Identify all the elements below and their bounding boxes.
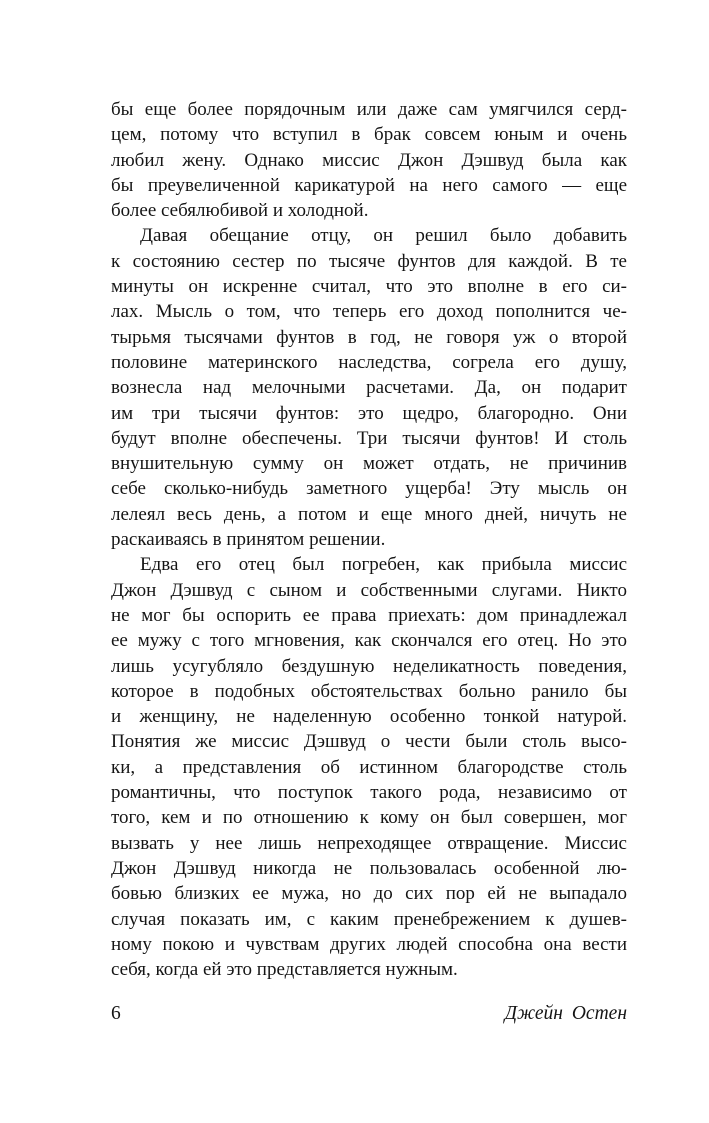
text-line: вознесла над мелочными расчетами. Да, он подарит: [111, 377, 627, 399]
text-line: себя, когда ей это представляется нужным.: [111, 959, 458, 981]
page-text: [111, 97, 627, 982]
text-line: Джон Дэшвуд с сыном и собственными слугами. Никто: [111, 579, 627, 601]
text-line: того, кем и по отношению к кому он был совершен, мог: [111, 807, 627, 829]
text-line: и женщину, не наделенную особенно тонкой натурой.: [111, 706, 627, 728]
text-line: минуты он искренне считал, что это вполне в его си-: [111, 276, 627, 298]
text-line: случая показать им, с каким пренебрежением к душев-: [111, 908, 627, 930]
paragraph: [111, 223, 627, 552]
text-line: бовью близких ее мужа, но до сих пор ей не выпадало: [111, 883, 627, 905]
text-line: лелеял весь день, а потом и еще много дней, ничуть не: [111, 503, 627, 525]
text-line: не мог бы оспорить ее права приехать: дом принадлежал: [111, 604, 627, 626]
text-line: ки, а представления об истинном благородстве столь: [111, 756, 627, 778]
running-foot-author: Джейн Остен: [504, 1003, 627, 1024]
text-line: более себялюбивой и холодной.: [111, 200, 369, 222]
text-line: внушительную сумму он может отдать, не причинив: [111, 453, 627, 475]
text-line: ному покою и чувствам других людей способна она вести: [111, 933, 627, 955]
text-line: которое в подобных обстоятельствах больно ранило бы: [111, 680, 627, 702]
text-line: цем, потому что вступил в брак совсем юным и очень: [111, 124, 627, 146]
text-line: вызвать у нее лишь непреходящее отвращение. Миссис: [111, 832, 627, 854]
text-line: бы преувеличенной карикатурой на него самого — еще: [111, 174, 627, 196]
text-line: Понятия же миссис Дэшвуд о чести были столь высо-: [111, 731, 627, 753]
text-line: романтичны, что поступок такого рода, независимо от: [111, 782, 627, 804]
page-number: 6: [111, 1003, 121, 1024]
text-line: раскаиваясь в принятом решении.: [111, 529, 386, 551]
text-line: Джон Дэшвуд никогда не пользовалась особенной лю-: [111, 857, 627, 879]
text-line: тырьмя тысячами фунтов в год, не говоря уж о второй: [111, 326, 627, 348]
page-footer: [111, 1001, 627, 1026]
text-line: им три тысячи фунтов: это щедро, благородно. Они: [111, 402, 627, 424]
text-line: будут вполне обеспечены. Три тысячи фунтов! И столь: [111, 427, 627, 449]
paragraph: [111, 97, 627, 223]
text-line: лишь усугубляло бездушную неделикатность поведения,: [111, 655, 627, 677]
text-line: к состоянию сестер по тысяче фунтов для каждой. В те: [111, 250, 627, 272]
text-line: Давая обещание отцу, он решил было добавить: [140, 225, 627, 247]
text-line: любил жену. Однако миссис Джон Дэшвуд была как: [111, 149, 627, 171]
text-line: лах. Мысль о том, что теперь его доход пополнится че-: [111, 301, 627, 323]
text-line: себе сколько-нибудь заметного ущерба! Эту мысль он: [111, 478, 627, 500]
text-line: Едва его отец был погребен, как прибыла миссис: [140, 554, 627, 576]
paragraph: [111, 552, 627, 982]
text-line: бы еще более порядочным или даже сам умягчился серд-: [111, 99, 627, 120]
text-line: половине материнского наследства, согрела его душу,: [111, 351, 627, 373]
text-line: ее мужу с того мгновения, как скончался его отец. Но это: [111, 630, 627, 652]
